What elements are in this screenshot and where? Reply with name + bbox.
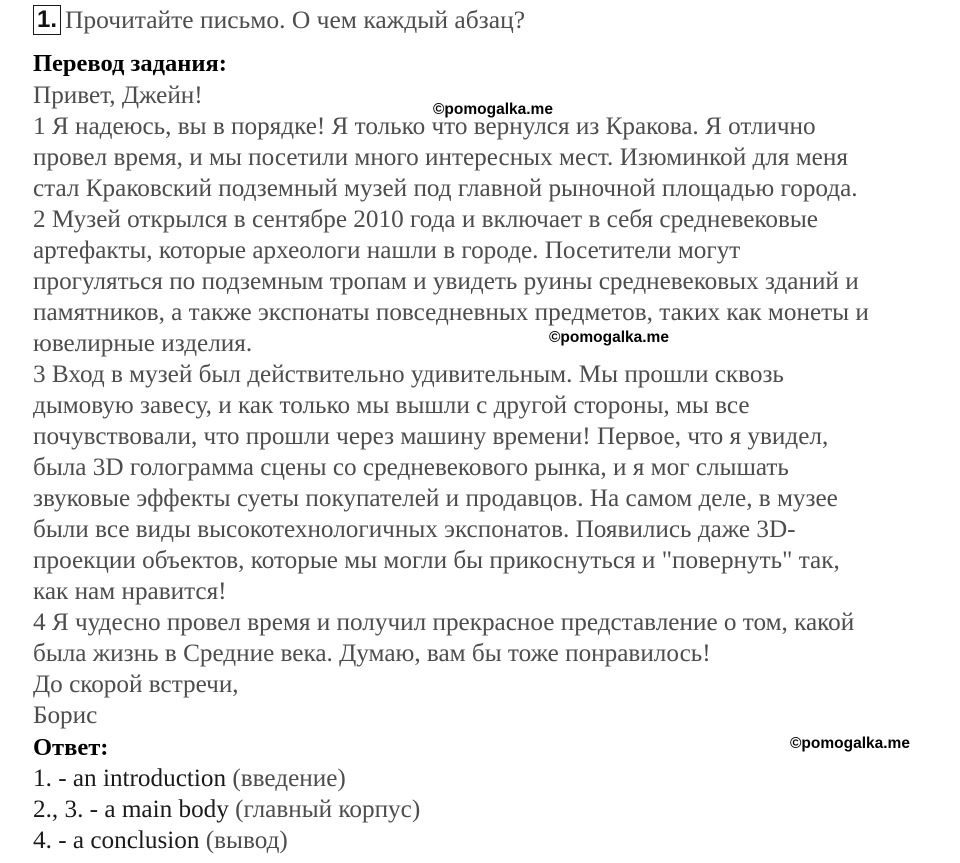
letter-line: были все виды высокотехнологичных экспонатов. Появились даже 3D-: [33, 516, 796, 543]
letter-line: звуковые эффекты суеты покупателей и продавцов. На самом деле, в музее: [33, 485, 838, 512]
task-instruction: Прочитайте письмо. О чем каждый абзац?: [65, 5, 526, 34]
answer-item: [33, 763, 420, 794]
letter-line: стал Краковский подземный музей под главной рыночной площадью города.: [33, 175, 858, 202]
answer-label: 2., 3. - a main body: [33, 796, 229, 823]
letter-line: 3 Вход в музей был действительно удивительным. Мы прошли сквозь: [33, 361, 784, 388]
answer-label: 1. - an introduction: [33, 765, 227, 792]
letter-line: проекции объектов, которые мы могли бы прикоснуться и "повернуть" так,: [33, 547, 840, 574]
letter-line: была жизнь в Средние века. Думаю, вам бы тоже понравилось!: [33, 640, 711, 667]
answer-translation: (вывод): [205, 827, 288, 854]
task-number-box: 1.: [33, 5, 61, 35]
letter-line: 4 Я чудесно провел время и получил прекрасное представление о том, какой: [33, 609, 855, 636]
answer-translation: (главный корпус): [235, 796, 421, 823]
letter-line: ювелирные изделия.: [33, 330, 253, 357]
translation-heading: Перевод задания:: [33, 50, 227, 77]
letter-line: 1 Я надеюсь, вы в порядке! Я только что вернулся из Кракова. Я отлично: [33, 113, 816, 140]
task-line: [33, 2, 525, 38]
letter-line: 2 Музей открылся в сентябре 2010 года и включает в себя средневековые: [33, 206, 818, 233]
watermark: ©pomogalka.me: [433, 101, 553, 118]
answer-item: [33, 825, 420, 856]
answer-translation: (введение): [232, 765, 346, 792]
answer-list: [33, 763, 420, 856]
letter-line: До скорой встречи,: [33, 671, 239, 698]
answer-heading: Ответ:: [33, 734, 109, 761]
letter-translation: [33, 80, 943, 731]
letter-line: была 3D голограмма сцены со средневекового рынка, и я мог слышать: [33, 454, 789, 481]
letter-line: Борис: [33, 702, 98, 729]
letter-line: провел время, и мы посетили много интересных мест. Изюминкой для меня: [33, 144, 848, 171]
answer-item: [33, 794, 420, 825]
letter-line: артефакты, которые археологи нашли в городе. Посетители могут: [33, 237, 741, 264]
answer-label: 4. - a conclusion: [33, 827, 200, 854]
watermark: ©pomogalka.me: [790, 735, 910, 752]
letter-line: как нам нравится!: [33, 578, 227, 605]
letter-line: дымовую завесу, и как только мы вышли с другой стороны, мы все: [33, 392, 750, 419]
letter-line: Привет, Джейн!: [33, 82, 203, 109]
letter-line: почувствовали, что прошли через машину времени! Первое, что я увидел,: [33, 423, 829, 450]
watermark: ©pomogalka.me: [549, 329, 669, 346]
letter-line: прогуляться по подземным тропам и увидеть руины средневековых зданий и: [33, 268, 859, 295]
letter-line: памятников, а также экспонаты повседневных предметов, таких как монеты и: [33, 299, 869, 326]
